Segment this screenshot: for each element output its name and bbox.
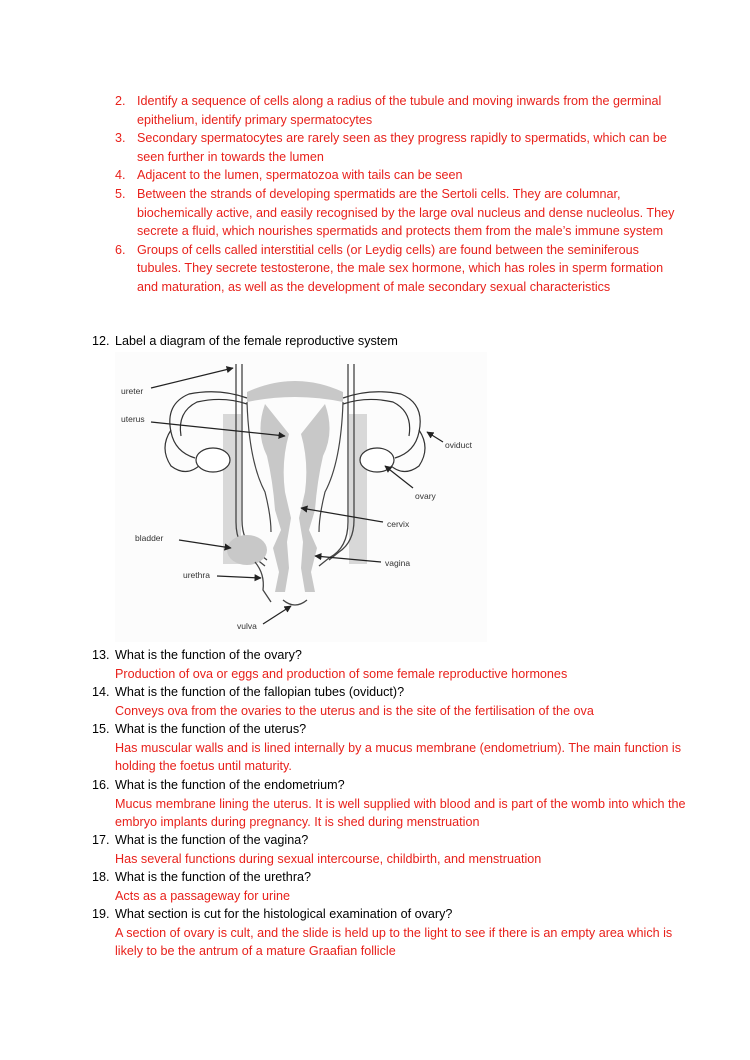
label-bladder: bladder: [135, 533, 164, 543]
answer-text: Has several functions during sexual intercourse, childbirth, and menstruation: [115, 851, 542, 866]
sub-step-list: [115, 92, 675, 297]
sub-step-item: [115, 241, 675, 297]
sub-step-number: 5.: [115, 186, 126, 201]
female-reproductive-diagram: [115, 352, 487, 642]
question-16: [92, 776, 692, 832]
label-uterus: uterus: [121, 414, 145, 424]
diagram-svg: [115, 352, 487, 642]
question-text: What is the function of the urethra?: [115, 870, 312, 884]
question-19: [92, 905, 692, 961]
sub-step-item: [115, 185, 675, 241]
sub-step-text: Identify a sequence of cells along a radius of the tubule and moving inwards from the germinal epithelium, identify primary spermatocytes: [137, 94, 662, 127]
sub-step-text: Groups of cells called interstitial cells (or Leydig cells) are found between the seminiferous tubules. They secrete testosterone, the male sex hormone, which has roles in sperm formation and maturation, as well as the development of male secondary sexual characteristics: [137, 242, 664, 294]
question-18: [92, 868, 692, 905]
question-text: What section is cut for the histological examination of ovary?: [115, 907, 453, 921]
question-number: 18.: [92, 870, 110, 884]
sub-step-number: 2.: [115, 94, 126, 108]
label-cervix: cervix: [387, 519, 410, 529]
answer-text: Acts as a passageway for urine: [115, 888, 291, 903]
question-15: [92, 720, 692, 776]
answer-text: Production of ova or eggs and production of some female reproductive hormones: [115, 666, 568, 681]
question-number: 19.: [92, 907, 110, 921]
sub-step-number: 6.: [115, 242, 126, 257]
question-14: [92, 683, 692, 720]
label-oviduct: oviduct: [445, 440, 472, 450]
answer-text: Conveys ova from the ovaries to the uterus and is the site of the fertilisation of the ova: [115, 703, 594, 718]
label-vulva: vulva: [237, 621, 257, 631]
sub-step-item: [115, 92, 675, 129]
sub-step-text: Between the strands of developing spermatids are the Sertoli cells. They are columnar, biochemically active, and easily recognised by the large oval nucleus and dense nucleolus. They secrete a fluid, which nourishes spermatids and protects them from the male’s immune system: [137, 186, 675, 239]
sub-step-number: 3.: [115, 131, 126, 146]
question-text: Label a diagram of the female reproductive system: [115, 334, 398, 348]
question-number: 12.: [92, 334, 110, 348]
sub-step-item: [115, 166, 675, 185]
question-number: 16.: [92, 778, 110, 792]
question-17: [92, 831, 692, 868]
label-urethra: urethra: [183, 570, 210, 580]
right-ureter-band: [349, 414, 367, 564]
question-number: 15.: [92, 722, 110, 736]
question-text: What is the function of the endometrium?: [115, 778, 345, 792]
sub-step-item: [115, 129, 675, 166]
question-number: 14.: [92, 685, 110, 699]
sub-step-number: 4.: [115, 168, 126, 183]
bladder-shape: [227, 535, 267, 565]
question-text: What is the function of the uterus?: [115, 722, 307, 736]
question-13: [92, 646, 692, 683]
answer-text: A section of ovary is cult, and the slide is held up to the light to see if there is an empty area which is likely to be the antrum of a mature Graafian follicle: [115, 925, 673, 959]
label-vagina: vagina: [385, 558, 411, 568]
question-text: What is the function of the vagina?: [115, 833, 309, 847]
question-text: What is the function of the ovary?: [115, 648, 302, 662]
sub-step-text: Adjacent to the lumen, spermatozoa with tails can be seen: [137, 168, 463, 183]
question-number: 13.: [92, 648, 110, 662]
sub-step-text: Secondary spermatocytes are rarely seen as they progress rapidly to spermatids, which can be seen further in towards the lumen: [137, 131, 667, 164]
label-ureter: ureter: [121, 386, 144, 396]
left-ovary: [196, 448, 230, 472]
answer-text: Mucus membrane lining the uterus. It is well supplied with blood and is part of the womb into which the embryo implants during pregnancy. It is shed during menstruation: [115, 796, 686, 830]
question-12: [92, 332, 692, 351]
label-ovary: ovary: [415, 491, 436, 501]
question-text: What is the function of the fallopian tubes (oviduct)?: [115, 685, 405, 699]
answer-text: Has muscular walls and is lined internally by a mucus membrane (endometrium). The main function is holding the foetus until maturity.: [115, 740, 682, 774]
question-number: 17.: [92, 833, 110, 847]
